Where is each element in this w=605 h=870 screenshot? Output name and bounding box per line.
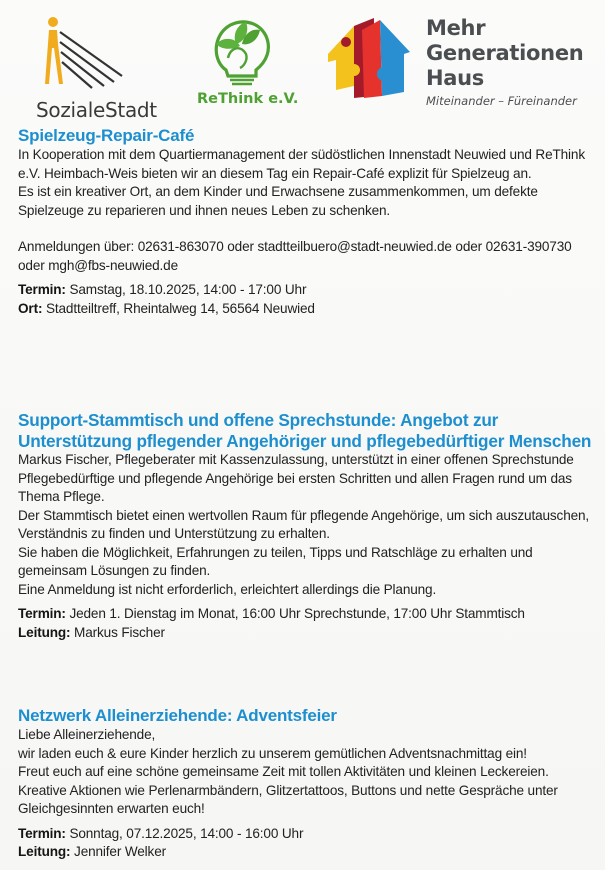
- paragraph: Markus Fischer, Pflegeberater mit Kassenzulassung, unterstützt in einer offenen Sprechstunde Pflegebedürftige und pflegende Angehörige bei ersten Schritten und allen Fragen rund um das Thema Pflege.: [18, 452, 574, 504]
- section-repair-cafe: [18, 126, 593, 318]
- paragraph: Liebe Alleinerziehende,: [18, 727, 156, 742]
- meta-value: Markus Fischer: [74, 624, 165, 640]
- logo-mehrgenerationenhaus: [324, 14, 604, 114]
- rethink-name: ReThink e.V.: [197, 91, 299, 107]
- meta-leitung: [18, 624, 593, 643]
- paragraph: Es ist ein kreativer Ort, an dem Kinder und Erwachsene zusammenkommen, um defekte Spielzeuge zu reparieren und ihnen neues Leben zu schenken.: [18, 184, 538, 218]
- logo-soziale-stadt: [28, 14, 168, 122]
- paragraph: wir laden euch & eure Kinder herzlich zu unserem gemütlichen Adventsnachmittag ein!: [18, 745, 527, 761]
- mgh-line-3: Haus: [426, 66, 484, 90]
- meta-value: Sonntag, 07.12.2025, 14:00 - 16:00 Uhr: [69, 825, 304, 841]
- meta-label: Leitung:: [18, 844, 71, 859]
- meta-label: Termin:: [18, 282, 66, 297]
- person-with-rays-icon: [42, 14, 142, 92]
- meta-value: Jennifer Welker: [74, 844, 166, 859]
- meta-value: Samstag, 18.10.2025, 14:00 - 17:00 Uhr: [69, 282, 307, 297]
- section-title: Spielzeug-Repair-Café: [18, 126, 195, 145]
- meta-label: Termin:: [18, 606, 66, 621]
- logo-rethink: [196, 18, 299, 113]
- meta-ort: [18, 300, 593, 319]
- paragraph: Eine Anmeldung ist nicht erforderlich, erleichtert allerdings die Planung.: [18, 581, 437, 597]
- section-title: Support-Stammtisch und offene Sprechstunde: Angebot zur Unterstützung pflegender Angehöriger und pflegebedürftiger Menschen: [18, 410, 592, 451]
- paragraph: Freut euch auf eine schöne gemeinsame Zeit mit tollen Aktivitäten und kleinen Leckereien.: [18, 764, 549, 779]
- paragraph: Der Stammtisch bietet einen wertvollen Raum für pflegende Angehörige, um sich auszutauschen, Verständnis zu finden und Unterstützung zu erhalten.: [18, 507, 590, 541]
- meta-label: Ort:: [18, 300, 43, 316]
- registration-info: Anmeldungen über: 02631-863070 oder stadtteilbuero@stadt-neuwied.de oder 02631-390730 oder mgh@fbs-neuwied.de: [18, 239, 572, 273]
- mgh-line-1: Mehr: [426, 16, 486, 40]
- meta-label: Leitung:: [18, 624, 71, 640]
- mgh-line-2: Generationen: [426, 41, 584, 65]
- lightbulb-leaves-icon: [210, 18, 272, 88]
- paragraph: Kreative Aktionen wie Perlenarmbändern, Glitzertattoos, Buttons und nette Gespräche unter Gleichgesinnten erwarten euch!: [18, 782, 558, 816]
- meta-termin: [18, 281, 593, 300]
- meta-value: Jeden 1. Dienstag im Monat, 16:00 Uhr Sprechstunde, 17:00 Uhr Stammtisch: [69, 606, 525, 621]
- meta-label: Termin:: [18, 825, 66, 841]
- mgh-tagline: Miteinander – Füreinander: [426, 94, 577, 108]
- meta-leitung: [18, 843, 593, 862]
- section-adventsfeier: [18, 706, 593, 862]
- meta-termin: [18, 605, 593, 624]
- section-title: Netzwerk Alleinerziehende: Adventsfeier: [18, 706, 337, 725]
- meta-value: Stadtteiltreff, Rheintalweg 14, 56564 Neuwied: [45, 300, 315, 316]
- puzzle-house-icon: [324, 16, 414, 100]
- meta-termin: [18, 825, 593, 844]
- paragraph: Sie haben die Möglichkeit, Erfahrungen zu teilen, Tipps und Ratschläge zu erhalten und gemeinsam Lösungen zu finden.: [18, 544, 533, 578]
- soziale-stadt-name: SozialeStadt: [36, 98, 157, 122]
- section-support-stammtisch: [18, 410, 593, 642]
- paragraph: In Kooperation mit dem Quartiermanagement der südöstlichen Innenstadt Neuwied und ReThink e.V. Heimbach-Weis bieten wir an diesem Tag ein Repair-Café explizit für Spielzeug an.: [18, 147, 585, 181]
